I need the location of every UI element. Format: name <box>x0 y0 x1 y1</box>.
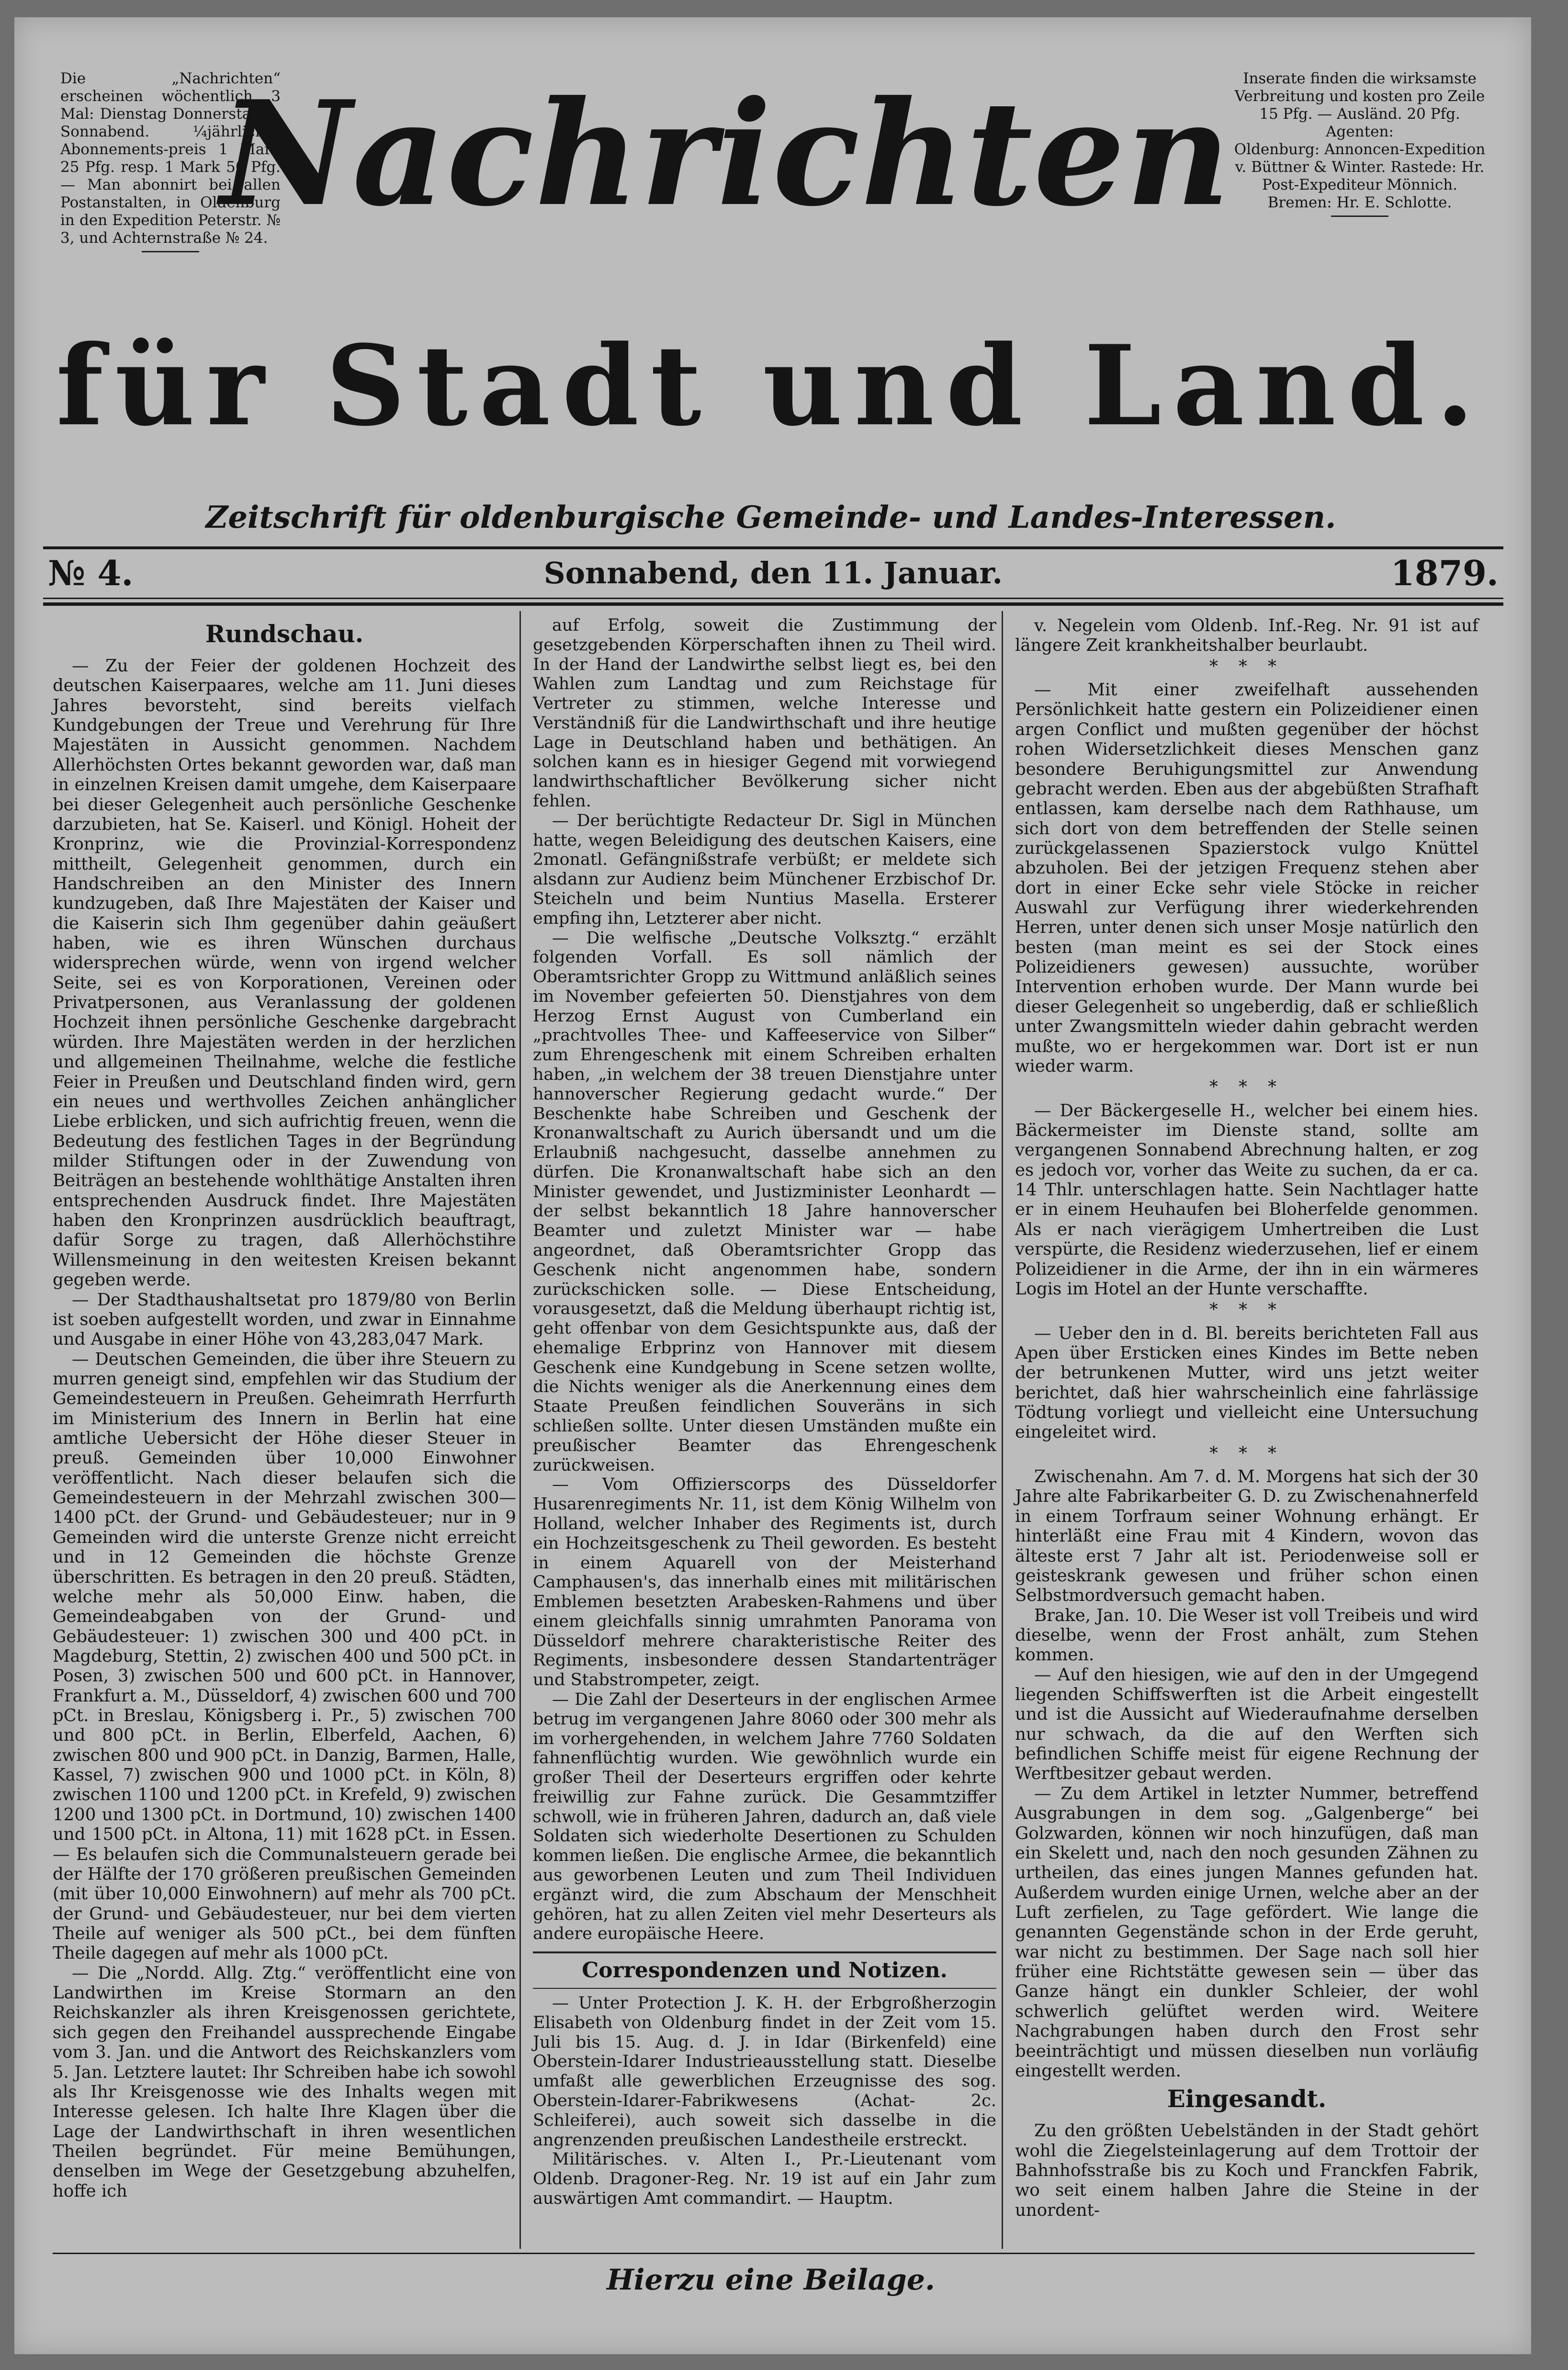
article-farmers-petition: — Die „Nordd. Allg. Ztg.“ veröffentlicht eine von Landwirthen im Kreise Stormarn an den Reichskanzler als ihren Kreisgenossen gerichtete, sich gegen den Freihandel aussprechende Eingabe vom 3. Jan. und die Antwort des Reichskanzlers vom 5. Jan. Letztere lautet: Ihr Schreiben habe ich sowohl als Ihr Kreisgenosse wie des Inhalts wegen mit Interesse gelesen. Ich halte Ihre Klagen über die Lage der Landwirthschaft in ihren wesentlichen Theilen begründet. Für meine Bemühungen, denselben im Wege der Gesetzgebung abzuhelfen, hoffe ich <box>53 1963 516 2201</box>
article-baker-apprentice: — Der Bäckergeselle H., welcher bei einem hies. Bäckermeister im Dienste stand, sollte am vergangenen Sonnabend Abrechnung halten, er zog es jedoch vor, vorher das Weite zu suchen, da er ca. 14 Thlr. unterschlagen hatte. Sein Nachtlager hatte er in einem Heuhaufen bei Bloherfelde genommen. Als er nach vierägigem Umhertreiben die Lust verspürte, die Residenz wiederzusehen, lief er einem Polizeidiener in die Arme, der ihn in ein wärmeres Logis im Hotel an der Hunte verschaffte. <box>1015 1100 1478 1299</box>
article-brake: Brake, Jan. 10. Die Weser ist voll Treibeis und wird dieselbe, wenn der Frost anhält, zum Stehen kommen. <box>1015 1605 1478 1665</box>
article-farmers-petition-cont: auf Erfolg, soweit die Zustimmung der gesetzgebenden Körperschaften ihnen zu Theil wird. In der Hand der Landwirthe selbst liegt es, bei den Wahlen zum Landtag und zum Reichstage für Vertreter zu stimmen, welche Interesse und Verständniß für die Landwirthschaft und ihre heutige Lage in Deutschland haben und bethätigen. An solchen kann es in hiesiger Gegend mit vorwiegend landwirthschaftlicher Bevölkerung sicher nicht fehlen. <box>533 616 996 811</box>
column-separator <box>1002 611 1003 2249</box>
article-municipal-taxes: — Deutschen Gemeinden, die über ihre Steuern zu murren geneigt sind, empfehlen wir das Studium der Gemeindesteuern in Preußen. Geheimrath Herrfurth im Ministerium des Innern in Berlin hat eine amtliche Uebersicht der Höhe dieser Steuer in preuß. Gemeinden über 10,000 Einwohner veröffentlicht. Nach dieser belaufen sich die Gemeindesteuern in der Mehrzahl zwischen 300—1400 pCt. der Grund- und Gebäudesteuer; nur in 9 Gemeinden wird die unterste Grenze nicht erreicht und in 12 Gemeinden die höchste Grenze überschritten. Es betragen in den 20 preuß. Städten, welche mehr als 50,000 Einw. haben, die Gemeindeabgaben von der Grund- und Gebäudesteuer: 1) zwischen 300 und 400 pCt. in Magdeburg, Stettin, 2) zwischen 400 und 500 pCt. in Posen, 3) zwischen 500 und 600 pCt. in Hannover, Frankfurt a. M., Düsseldorf, 4) zwischen 600 und 700 pCt. in Breslau, Königsberg i. Pr., 5) zwischen 700 und 800 pCt. in Berlin, Elberfeld, Aachen, 6) zwischen 800 und 900 pCt. in Danzig, Barmen, Halle, Kassel, 7) zwischen 900 und 1000 pCt. in Köln, 8) zwischen 1100 und 1200 pCt. in Krefeld, 9) zwischen 1200 und 1300 pCt. in Dortmund, 10) zwischen 1400 und 1500 pCt. in Altona, 11) mit 1628 pCt. in Essen. — Es belaufen sich die Communalsteuern gerade bei der Hälfte der 170 größeren preußischen Gemeinden (mit über 10,000 Einwohnern) auf mehr als 700 pCt. der Grund- und Gebäudesteuer, nur bei dem vierten Theile auf weniger als 500 pCt., bei dem fünften Theile dagegen auf mehr als 1000 pCt. <box>53 1349 516 1963</box>
article-police-conflict: — Mit einer zweifelhaft aussehenden Persönlichkeit hatte gestern ein Polizeidiener einen argen Conflict und mußten gegenüber der höchst rohen Widersetzlichkeit dieses Menschen ganz besondere Beruhigungsmittel zur Anwendung gebracht werden. Eben aus der abgebüßten Strafhaft entlassen, kam derselbe nach dem Rathhause, um sich dort von dem betreffenden der Stelle seinen zurückgelassenen Spazierstock vulgo Knüttel abzuholen. Bei der jetzigen Frequenz stehen aber dort in einer Ecke sehr viele Stöcke in reicher Auswahl zur Verfügung ihrer wiederkehrenden Herren, unter denen sich unser Mosje natürlich den besten (man meint es sei der Stock eines Polizeidieners gewesen) aussuchte, worüber Intervention erhoben wurde. Der Mann wurde bei dieser Gelegenheit so ungeberdig, daß er schließlich unter Zwangsmitteln wieder dahin gebracht werden mußte, wo er hergekommen war. Dort ist er nun wieder warm. <box>1015 680 1478 1076</box>
masthead-title-line1: Nachrichten <box>220 69 1231 238</box>
column-3 <box>1015 616 1478 2220</box>
article-sigl: — Der berüchtigte Redacteur Dr. Sigl in München hatte, wegen Beleidigung des deutschen Kaisers, eine 2monatl. Gefängnißstrafe verbüßt; er meldete sich alsdann zur Audienz beim Münchener Erzbischof Dr. Steicheln und beim Nuntius Masella. Ersterer empfing ihn, Letzterer aber nicht. <box>533 811 996 928</box>
article-zwischenahn: Zwischenahn. Am 7. d. M. Morgens hat sich der 30 Jahre alte Fabrikarbeiter G. D. zu Zwischenahnerfeld in einem Torfraum seiner Wohnung erhängt. Er hinterläßt eine Frau mit 4 Kindern, wovon das älteste erst 7 Jahr alt ist. Periodenweise soll er geisteskrank gewesen und früher schon einen Selbstmordversuch gemacht haben. <box>1015 1467 1478 1606</box>
article-gropp-gift: — Die welfische „Deutsche Volksztg.“ erzählt folgenden Vorfall. Es soll nämlich der Oberamtsrichter Gropp zu Wittmund anläßlich seines im November gefeierten 50. Dienstjahres von dem Herzog Ernst August von Cumberland ein „prachtvolles Thee- und Kaffeeservice von Silber“ zum Ehrengeschenk mit einem Schreiben erhalten haben, „in welchem der 38 treuen Dienstjahre unter hannoverscher Regierung gedacht wurde.“ Der Beschenkte habe Schreiben und Geschenk der Kronanwaltschaft zu Aurich übersandt und um die Erlaubniß nachgesucht, dasselbe annehmen zu dürfen. Die Kronanwaltschaft habe sich an den Minister gewendet, und Justizminister Leonhardt — der selbst bekanntlich 18 Jahre hannoverscher Beamter und zuletzt Minister war — habe angeordnet, daß Oberamtsrichter Gropp das Geschenk nicht angenommen habe, sondern zurückschicken solle. — Diese Entscheidung, vorausgesetzt, daß die Meldung überhaupt richtig ist, geht offenbar von dem Gesichtspunkte aus, daß der ehemalige Erbprinz von Hannover mit diesem Geschenk eine Kundgebung in Scene setzen wollte, die Nichts weniger als die Anerkennung eines dem Staate Preußen feindlichen Souveräns in sich schließen sollte. Unter diesen Umständen mußte ein preußischer Beamter das Ehrengeschenk zurückweisen. <box>533 928 996 1475</box>
column-separator <box>519 611 521 2249</box>
article-berlin-budget: — Der Stadthaushaltsetat pro 1879/80 von Berlin ist soeben aufgestellt worden, und zwar in Einnahme und Ausgabe in einer Höhe von 43,283,047 Mark. <box>53 1290 516 1349</box>
article-eingesandt: Zu den größten Uebelständen in der Stadt gehört wohl die Ziegelsteinlagerung auf dem Trottoir der Bahnhofsstraße bis zu Koch und Franckfen Fabrik, wo seit einem halben Jahre die Steine in der unordent- <box>1015 2121 1478 2220</box>
advertising-rates: Inserate finden die wirksamste Verbreitung und kosten pro Zeile 15 Pfg. — Ausländ. 20 Pfg. <box>1234 70 1485 123</box>
masthead-title-line2: für Stadt und Land. <box>56 321 1486 451</box>
asterism: * * * <box>1209 1443 1284 1463</box>
column-2 <box>533 616 996 2209</box>
article-golden-wedding: — Zu der Feier der goldenen Hochzeit des deutschen Kaiserpaares, welche am 11. Juni dieses Jahres bevorsteht, sind bereits vielfach Kundgebungen der Treue und Verehrung für Ihre Majestäten in Aussicht genommen. Nachdem Allerhöchsten Ortes bekannt geworden war, daß man in einzelnen Kreisen damit umgehe, dem Kaiserpaare bei dieser Gelegenheit auch persönliche Geschenke darzubieten, hat Se. Kaiserl. und Königl. Hoheit der Kronprinz, wie die Provinzial-Korrespondenz mittheilt, Gelegenheit genommen, durch ein Handschreiben an den Minister des Innern kundzugeben, daß Ihre Majestäten der Kaiser und die Kaiserin sich Ihm gegenüber dahin geäußert haben, wie es ihren Wünschen durchaus widersprechen würde, wenn von irgend welcher Seite, sei es von Korporationen, Vereinen oder Privatpersonen, aus Veranlassung der goldenen Hochzeit ihnen persönliche Geschenke dargebracht würden. Ihre Majestäten werden in der herzlichen und allgemeinen Theilnahme, welche die festliche Feier in Preußen und Deutschland finden wird, gern ein neues und werthvolles Zeichen anhänglicher Liebe erblicken, und sich aufrichtig freuen, wenn die Bedeutung des festlichen Tages in der Begründung milder Stiftungen oder in der Zuwendung von Beiträgen an bestehende wohlthätige Anstalten ihren entsprechenden Ausdruck findet. Ihre Majestäten haben den Kronprinzen ausdrücklich beauftragt, dafür Sorge zu tragen, daß Allerhöchstihre Willensmeinung in den weitesten Kreisen bekannt gegeben werde. <box>53 656 516 1290</box>
subscription-text: Die „Nachrichten“ erscheinen wöchentlich 3 Mal: Dienstag Donnerstag u. Sonnabend. ¼jährlicher Abonnements-preis 1 Mark 25 Pfg. resp. 1 Mark 50 Pfg. — Man abonnirt bei allen Postanstalten, in Oldenburg in den Expedition Peterstr. № 3, und Achternstraße № 24. <box>60 70 281 247</box>
divider <box>142 251 199 252</box>
asterism: * * * <box>1209 1300 1284 1320</box>
column-1 <box>53 616 516 2201</box>
article-military-cont: v. Negelein vom Oldenb. Inf.-Reg. Nr. 91 ist auf längere Zeit krankheitshalber beurlaubt. <box>1015 616 1478 656</box>
masthead-rule-bottom <box>43 598 1503 599</box>
supplement-notice: Hierzu eine Beilage. <box>607 2263 935 2297</box>
article-hussar-regiment: — Vom Offizierscorps des Düsseldorfer Husarenregiments Nr. 11, ist dem König Wilhelm von Holland, welcher Inhaber des Regiments ist, durch ein Hochzeitsgeschenk zu Theil geworden. Es besteht in einem Aquarell von der Meisterhand Camphausen's, das innerhalb eines mit militärischen Emblemen besetzten Arabesken-Rahmens und über einem gleichfalls sinnig umrahmten Panorama von Düsseldorf mehrere charakteristische Reiter des Regiments, insbesondere dessen Standartenträger und Stabstrompeter, zeigt. <box>533 1475 996 1690</box>
asterism: * * * <box>1209 1077 1284 1097</box>
article-apen: — Ueber den in d. Bl. bereits berichteten Fall aus Apen über Ersticken eines Kindes im Bette neben der betrunkenen Mutter, wird uns jetzt weiter berichtet, daß hier wahrscheinlich eine fahrlässige Tödtung vorliegt und vielleicht eine Untersuchung eingeleitet wird. <box>1015 1323 1478 1442</box>
issue-number: № 4. <box>48 553 134 593</box>
newspaper-page <box>14 17 1531 2354</box>
agents-label: Agenten: <box>1326 123 1394 140</box>
masthead-rule-bottom-thick <box>43 602 1503 606</box>
article-shipyards: — Auf den hiesigen, wie auf den in der Umgegend liegenden Schiffswerften ist die Arbeit eingestellt und ist die Aussicht auf Wiederaufnahme derselben nur schwach, da die auf den Werften sich befindlichen Schiffe meist für eigene Rechnung der Werftbesitzer gebaut werden. <box>1015 1665 1478 1784</box>
dateline <box>48 553 1499 596</box>
section-heading-correspondence: Correspondenzen und Notizen. <box>533 1951 996 1989</box>
section-heading-eingesandt: Eingesandt. <box>1167 2085 1327 2113</box>
article-idar-exhibition: — Unter Protection J. K. H. der Erbgroßherzogin Elisabeth von Oldenburg findet in der Zeit vom 15. Juli bis 15. Aug. d. J. in Idar (Birkenfeld) eine Oberstein-Idarer Industrieausstellung statt. Dieselbe umfaßt alle gewerblichen Erzeugnisse des sog. Oberstein-Idarer-Fabrikwesens (Achat- 2c. Schleiferei), auch soweit sich dasselbe in die angrenzenden preußischen Landestheile erstreckt. <box>533 1994 996 2150</box>
agents-list: Oldenburg: Annoncen-Expedition v. Büttner & Winter. Rastede: Hr. Post-Expediteur Mönnich. Bremen: Hr. E. Schlotte. <box>1234 141 1486 211</box>
masthead-subtitle: Zeitschrift für oldenburgische Gemeinde- und Landes-Interessen. <box>205 499 1336 535</box>
article-military: Militärisches. v. Alten I., Pr.-Lieutenant vom Oldenb. Dragoner-Reg. Nr. 19 ist auf ein Jahr zum auswärtigen Amt commandirt. — Hauptm. <box>533 2150 996 2208</box>
article-english-deserters: — Die Zahl der Deserteurs in der englischen Armee betrug im vergangenen Jahre 8060 oder 300 mehr als im vorhergehenden, in welchem Jahre 7760 Soldaten fahnenflüchtig wurden. Wie gewöhnlich wurde ein großer Theil der Deserteurs ergriffen oder kehrte freiwillig zur Fahne zurück. Die Gesammtziffer schwoll, wie in früheren Jahren, dadurch an, daß viele Soldaten sich wiederholte Desertionen zu Schulden kommen ließen. Die englische Armee, die bekanntlich aus geworbenen Leuten und zum Theil Individuen ergänzt wird, die zum Abschaum der Menschheit gehören, hat zu allen Zeiten viel mehr Deserteurs als andere europäische Heere. <box>533 1690 996 1944</box>
asterism: * * * <box>1209 656 1284 676</box>
issue-date: Sonnabend, den 11. Januar. <box>543 556 1003 590</box>
advertising-info <box>1231 70 1488 217</box>
footer-rule <box>53 2253 1475 2254</box>
section-heading-rundschau: Rundschau. <box>205 620 364 648</box>
divider <box>1331 215 1388 217</box>
masthead-rule-top <box>43 546 1503 549</box>
issue-year: 1879. <box>1390 553 1499 593</box>
article-galgenberg: — Zu dem Artikel in letzter Nummer, betreffend Ausgrabungen in dem sog. „Galgenberge“ bei Golzwarden, können wir noch hinzufügen, daß man ein Skelett und, nach den noch gesunden Zähnen zu urtheilen, das eines jungen Mannes gefunden hat. Außerdem wurden einige Urnen, welche aber an der Luft zerfielen, zu Tage gefördert. Wie lange die genannten Gegenstände schon in der Erde geruht, war nicht zu bestimmen. Der Sage nach soll hier früher eine Richtstätte gewesen sein — über das Ganze hängt ein dunkler Schleier, der wohl schwerlich gelüftet werden wird. Weitere Nachgrabungen haben durch den Frost sehr beeinträchtigt und müssen dieselben nun vorläufig eingestellt werden. <box>1015 1783 1478 2081</box>
